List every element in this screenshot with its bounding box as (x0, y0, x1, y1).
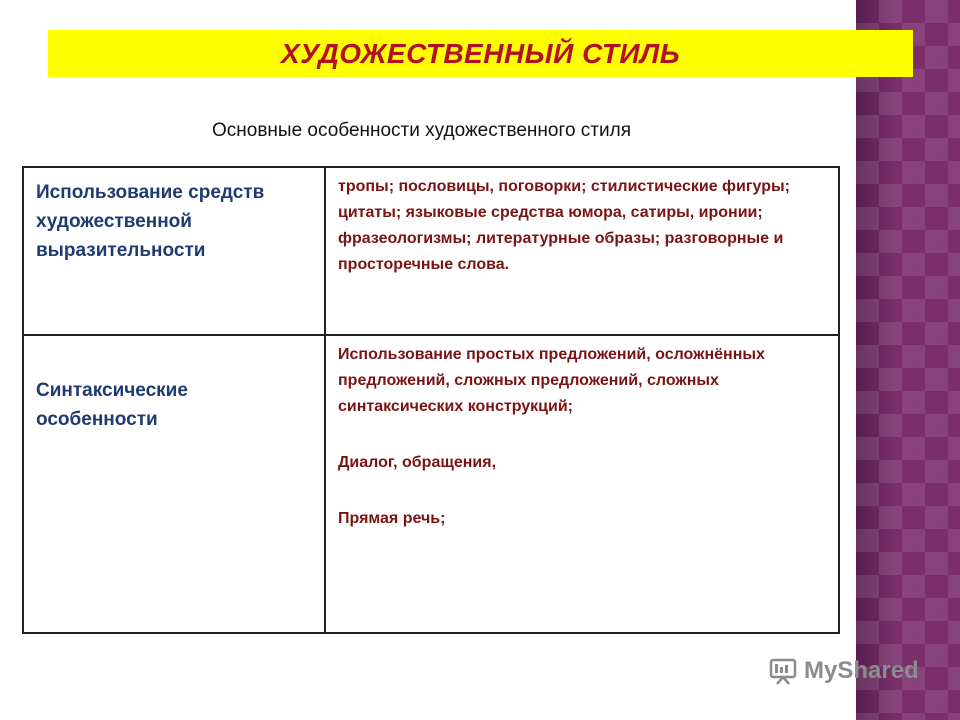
slide-subtitle: Основные особенности художественного стиля (212, 120, 631, 141)
details-text (326, 336, 838, 532)
myshared-watermark (768, 656, 919, 686)
slide-title: ХУДОЖЕСТВЕННЫЙ СТИЛЬ (280, 37, 681, 69)
details-text (326, 168, 838, 278)
decorative-side-panel (856, 0, 960, 720)
watermark-text: MyShared (804, 657, 919, 684)
details-paragraph: Прямая речь; (338, 510, 446, 527)
feature-cell (23, 335, 325, 633)
details-paragraph: Диалог, обращения, (338, 454, 497, 471)
details-paragraph: тропы; пословицы, поговорки; стилистические фигуры; цитаты; языковые средства юмора, сатиры, иронии; фразеологизмы; литературные образы; разговорные и просторечные слова. (338, 178, 791, 273)
table-row (23, 335, 839, 633)
table-row (23, 167, 839, 335)
presentation-icon (768, 656, 798, 686)
feature-cell (23, 167, 325, 335)
details-cell (325, 167, 839, 335)
title-bar (48, 30, 913, 77)
feature-label: Синтаксические особенности (36, 380, 188, 430)
details-cell (325, 335, 839, 633)
features-table (22, 166, 840, 634)
details-paragraph: Использование простых предложений, осложнённых предложений, сложных предложений, сложных синтаксических конструкций; (338, 346, 765, 415)
feature-label: Использование средств художественной выразительности (36, 182, 265, 261)
